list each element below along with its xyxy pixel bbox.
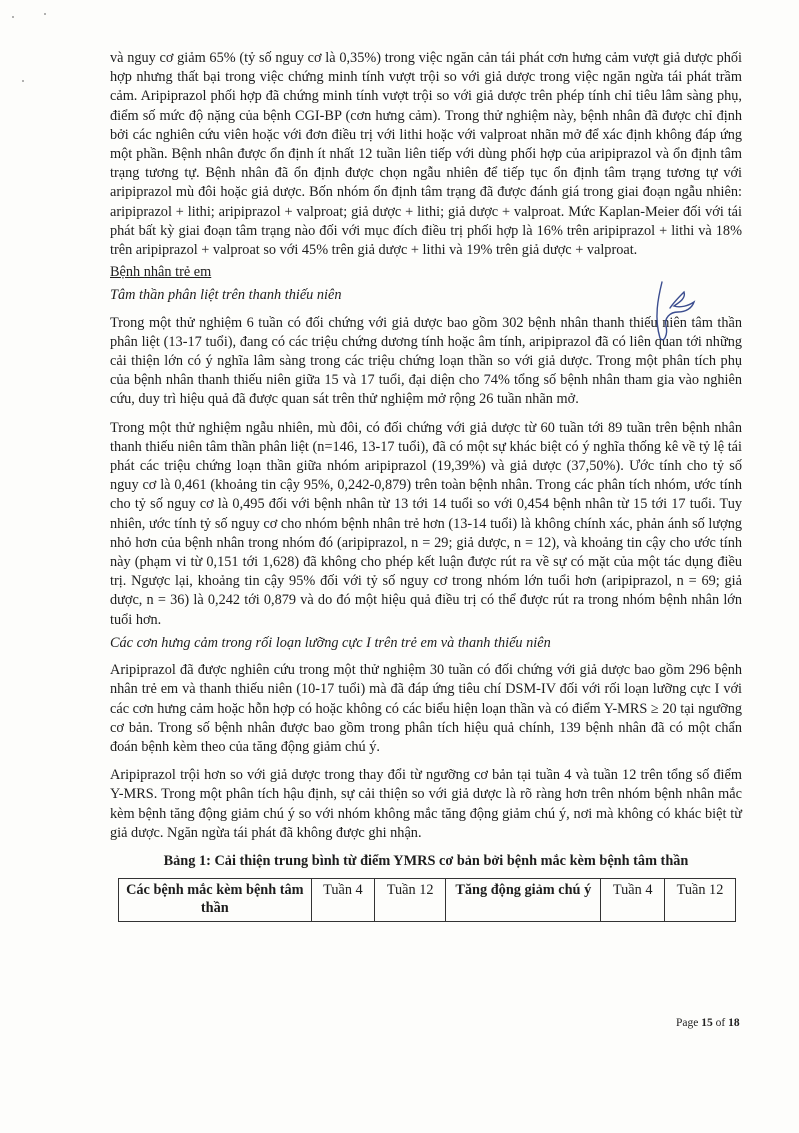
subsection-heading-adolescent-schizophrenia: Tâm thần phân liệt trên thanh thiếu niên (110, 287, 342, 304)
footer-middle: of (712, 1017, 729, 1029)
scan-speck (44, 13, 46, 15)
ymrs-improvement-table (118, 878, 736, 922)
header-week-12: Tuần 12 (375, 879, 446, 922)
scan-speck (22, 80, 24, 82)
header-adhd-week-4: Tuần 4 (601, 879, 665, 922)
table-caption: Bảng 1: Cải thiện trung bình từ điểm YMRS cơ bản bởi bệnh mắc kèm bệnh tâm thần (163, 852, 689, 869)
scan-speck (12, 16, 14, 18)
paragraph-30-week-trial: Aripiprazol đã được nghiên cứu trong một thử nghiệm 30 tuần có đối chứng với giả dược bao gồm 296 bệnh nhân trẻ em và thanh thiếu niên (10-17 tuổi) mà đã đáp ứng tiêu chí DSM-IV đối với rối loạn lưỡng cực I với các cơn hưng cảm hoặc hỗn hợp có hoặc không có các biểu hiện loạn thần và có điểm Y-MRS ≥ 20 tại ngưỡng cơ bản. Trong số bệnh nhân được bao gồm trong phân tích hiệu quả chính, 139 bệnh nhân đã có một chẩn đoán bệnh kèm theo của tăng động giảm chú ý. (110, 662, 742, 755)
paragraph-ymrs-results: Aripiprazol trội hơn so với giả dược trong thay đổi từ ngưỡng cơ bản tại tuần 4 và tuần 12 trên tổng số điểm Y-MRS. Trong một phân tích hậu định, sự cải thiện so với giả dược là rõ ràng hơn trên nhóm bệnh nhân mắc kèm bệnh tăng động giảm chú ý so với nhóm không mắc tăng động giảm chú ý, nơi mà không có khác biệt từ giả dược. Ngăn ngừa tái phát đã không được ghi nhận. (110, 767, 742, 841)
signature-mark (640, 278, 700, 348)
paragraph-6-week-trial: Trong một thử nghiệm 6 tuần có đối chứng với giả dược bao gồm 302 bệnh nhân thanh thiếu niên tâm thần phân liệt (13-17 tuổi), đang có các triệu chứng dương tính hoặc âm tính, aripiprazol đã có liên quan tới những cải thiện lớn có ý nghĩa lâm sàng trong các triệu chứng loạn thần so với giả dược. Trong một phân tích phụ của bệnh nhân thanh thiếu niên giữa 15 và 17 tuổi, đại diện cho 74% tổng số bệnh nhân tham gia vào nghiên cứu, duy trì hiệu quả đã được quan sát trên thử nghiệm mở rộng 26 tuần nhãn mở. (110, 314, 742, 408)
section-heading-pediatric: Bệnh nhân trẻ em (110, 264, 212, 281)
subsection-heading-bipolar-mania: Các cơn hưng cảm trong rối loạn lưỡng cực I trên trẻ em và thanh thiếu niên (110, 634, 551, 651)
header-week-4: Tuần 4 (311, 879, 375, 922)
paragraph-relapse-trial: Trong một thử nghiệm ngẫu nhiên, mù đôi, có đối chứng với giả dược từ 60 tuần tới 89 tuần trên bệnh nhân thanh thiếu niên tâm thần phân liệt (n=146, 13-17 tuổi), đã có một sự khác biệt có ý nghĩa thống kê về tỷ lệ tái phát các triệu chứng loạn thần giữa nhóm aripiprazol (19,39%) và giả dược (37,50%). Ước tính cho tỷ số nguy cơ là 0,461 (khoảng tin cậy 95%, 0,242-0,879) trên toàn bệnh nhân. Trong các phân tích nhóm, ước tính cho tỷ số nguy cơ là 0,495 đối với bệnh nhân từ 13 tới 14 tuổi so với 0,454 bệnh nhân từ 15 tới 17 tuổi. Tuy nhiên, ước tính tỷ số nguy cơ cho nhóm bệnh nhân trẻ hơn (13-14 tuổi) là không chính xác, phản ánh số lượng nhỏ hơn của bệnh nhân trong nhóm đó (aripiprazol, n = 29; giả dược, n = 12), và khoảng tin cậy cho ước tính này (phạm vi từ 0,151 tới 1,628) đã không cho phép kết luận được rút ra về sự có mặt của một tác dụng điều trị. Ngược lại, khoảng tin cậy 95% đối với tỷ số nguy cơ trong nhóm lớn tuổi hơn (aripiprazol, n = 69; giả dược, n = 36) là 0,242 tới 0,879 và do đó một hiệu quả điều trị có thể được rút ra trong nhóm bệnh nhân lớn tuổi hơn. (110, 419, 742, 628)
footer-prefix: Page (676, 1017, 702, 1029)
header-adhd: Tăng động giảm chú ý (446, 879, 601, 922)
page-footer (676, 1017, 740, 1029)
paragraph-mood-stabilizer-trial: và nguy cơ giảm 65% (tỷ số nguy cơ là 0,35%) trong việc ngăn cản tái phát cơn hưng cảm vượt giả dược phối hợp nhưng thất bại trong việc chứng minh tính vượt trội so với giả dược trong việc ngăn ngừa tái phát trầm cảm. Aripiprazol phối hợp đã chứng minh tính vượt trội so với giả dược trên phép tính chỉ tiêu lâm sàng phụ, điểm số mức độ nặng của bệnh CGI-BP (cơn hưng cảm). Trong thử nghiệm này, bệnh nhân đã được chỉ định bởi các nghiên cứu viên hoặc với đơn điều trị với lithi hoặc với valproat nhãn mở để xác định không đáp ứng một phần. Bệnh nhân được ổn định ít nhất 12 tuần liên tiếp với dùng phối hợp của aripiprazol và ổn định tâm trạng tương tự. Bệnh nhân đã ổn định được chọn ngẫu nhiên để tiếp tục ổn định tâm trạng tương tự với aripiprazol mù đôi hoặc giả dược. Bốn nhóm ổn định tâm trạng đã được đánh giá trong giai đoạn ngẫu nhiên: aripiprazol + lithi; aripiprazol + valproat; giả dược + lithi; giả dược + valproat. Mức Kaplan-Meier đối với tái phát bất kỳ giai đoạn tâm trạng nào đối với mục đích điều trị phối hợp là 16% trên aripiprazol + lithi và 18% trên aripiprazol + valproat so với 45% trên giả dược + lithi và 19% trên giả dược + valproat. (110, 50, 742, 259)
footer-total-pages: 18 (728, 1017, 740, 1029)
page-content (110, 49, 742, 922)
header-comorbidities: Các bệnh mắc kèm bệnh tâm thần (119, 879, 312, 922)
header-adhd-week-12: Tuần 12 (664, 879, 735, 922)
table-header-row (119, 879, 736, 922)
footer-current-page: 15 (701, 1017, 713, 1029)
